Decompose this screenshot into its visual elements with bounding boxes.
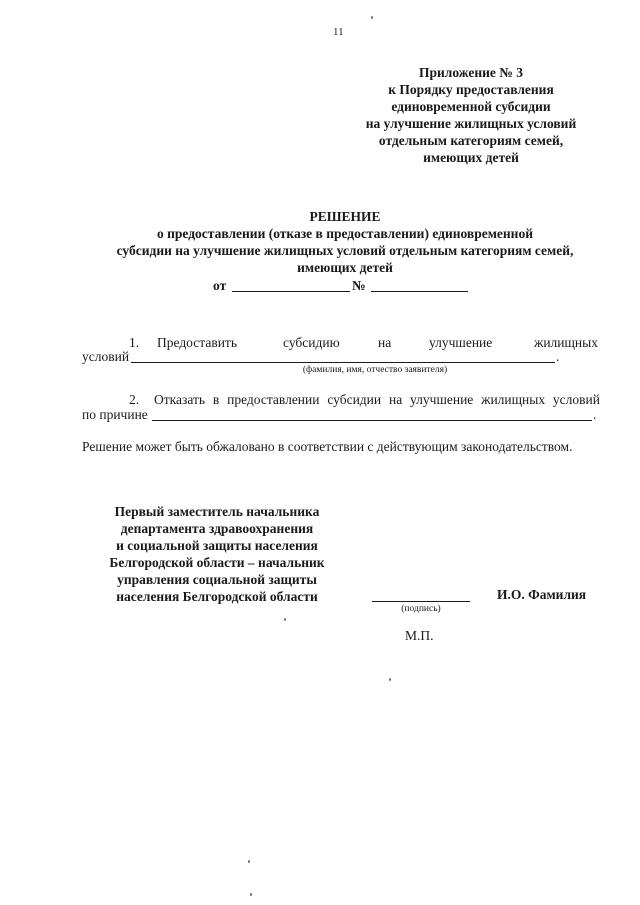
item1-end-dot: . <box>556 349 560 364</box>
signature-field[interactable] <box>372 601 470 602</box>
scan-speck <box>371 16 373 19</box>
scan-speck <box>389 678 391 681</box>
date-field[interactable] <box>232 291 350 292</box>
item1-word: субсидию <box>283 335 340 350</box>
decision-subtitle-line: о предоставлении (отказе в предоставлении) единовременной <box>157 226 533 241</box>
item1-word: Предоставить <box>157 335 237 350</box>
appendix-line: единовременной субсидии <box>391 99 551 114</box>
appeal-text: Решение может быть обжаловано в соответствии с действующим законодательством. <box>82 439 573 454</box>
signatory-position-line: Первый заместитель начальника <box>114 504 320 519</box>
item1-number: 1. <box>129 335 140 350</box>
appendix-line: к Порядку предоставления <box>388 82 554 97</box>
appendix-line: Приложение № 3 <box>419 65 523 80</box>
appendix-line: имеющих детей <box>423 150 519 165</box>
signatory-position <box>82 503 352 605</box>
signatory-position-line: управления социальной защиты <box>117 572 317 587</box>
refusal-reason-field[interactable] <box>152 420 592 421</box>
appendix-line: на улучшение жилищных условий <box>365 116 577 131</box>
scan-speck <box>284 618 286 621</box>
item2-continuation: по причине <box>82 407 148 422</box>
appendix-line: отдельным категориям семей, <box>378 133 564 148</box>
number-label: № <box>352 278 366 293</box>
decision-subtitle-line: субсидии на улучшение жилищных условий отдельным категориям семей, <box>116 243 574 258</box>
applicant-name-field[interactable] <box>131 362 555 363</box>
page-number: 11 <box>333 26 344 38</box>
item1-continuation: условий <box>82 349 130 364</box>
item2-end-dot: . <box>593 407 597 422</box>
signatory-position-line: населения Белгородской области <box>116 589 318 604</box>
item1-word: на <box>378 335 392 350</box>
item2-number: 2. <box>129 392 140 407</box>
decision-title: РЕШЕНИЕ <box>309 209 381 224</box>
scan-speck <box>250 893 252 896</box>
stamp-label: М.П. <box>405 628 434 643</box>
from-label: от <box>213 278 227 293</box>
decision-subtitle-line: имеющих детей <box>297 260 393 275</box>
signatory-name: И.О. Фамилия <box>497 587 587 602</box>
signatory-position-line: Белгородской области – начальник <box>109 555 325 570</box>
item1-word: жилищных <box>534 335 598 350</box>
decision-subtitle <box>0 225 640 276</box>
applicant-name-caption: (фамилия, имя, отчество заявителя) <box>302 365 448 375</box>
number-field[interactable] <box>371 291 468 292</box>
item2-text: Отказать в предоставлении субсидии на улучшение жилищных условий <box>154 392 600 407</box>
signatory-position-line: департамента здравоохранения <box>120 521 314 536</box>
scan-speck <box>248 860 250 863</box>
signatory-position-line: и социальной защиты населения <box>116 538 318 553</box>
signature-caption: (подпись) <box>401 604 441 614</box>
appendix-block <box>348 64 594 166</box>
item1-word: улучшение <box>429 335 493 350</box>
